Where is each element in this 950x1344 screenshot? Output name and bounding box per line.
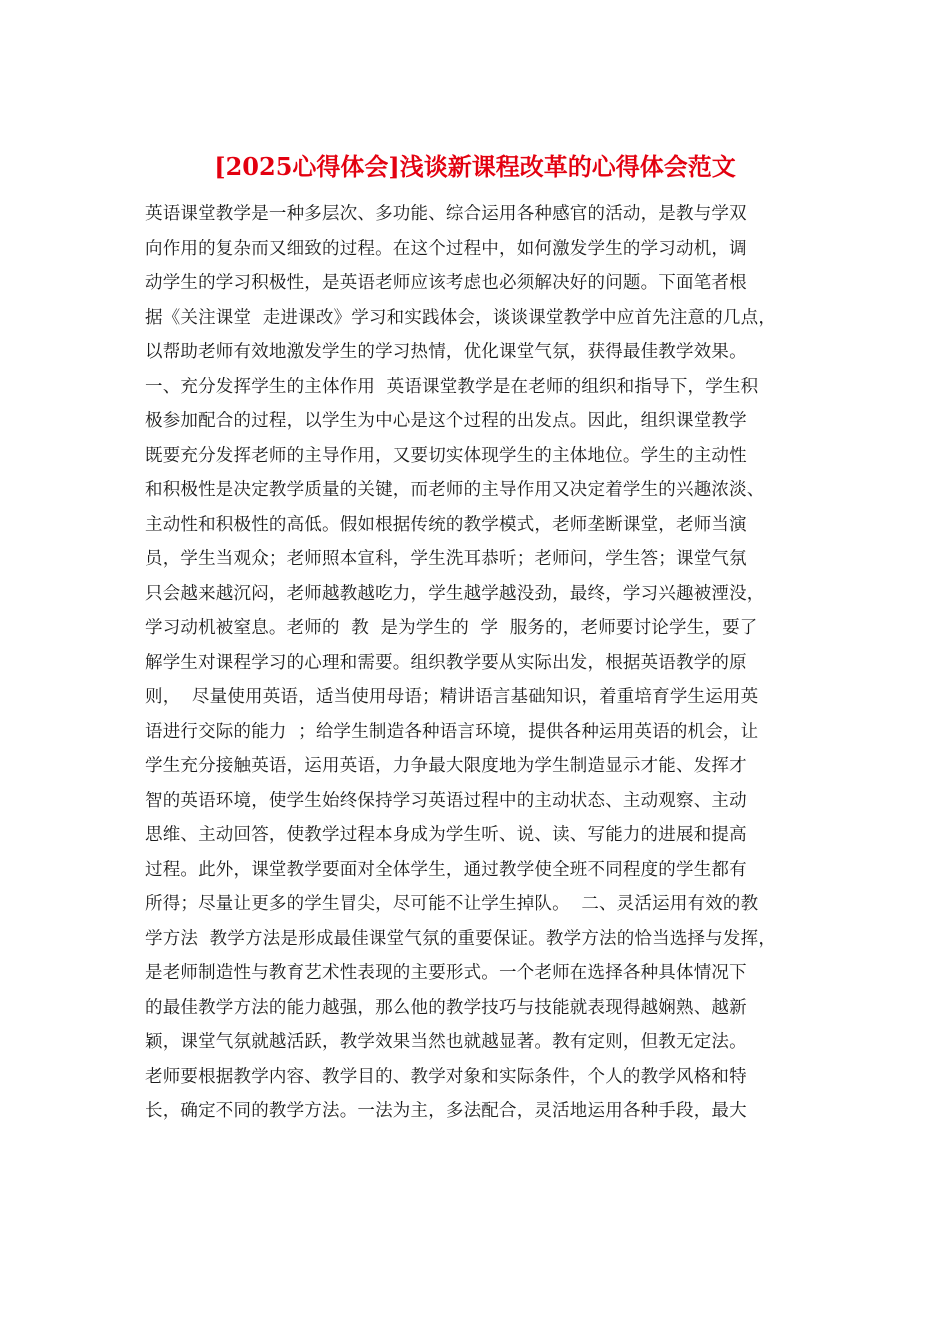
body-line: 以帮助老师有效地激发学生的学习热情，优化课堂气氛，获得最佳教学效果。 [145, 342, 747, 362]
body-line: 学生充分接触英语，运用英语，力争最大限度地为学生制造显示才能、发挥才 [145, 756, 747, 776]
body-line: 则， 尽量使用英语，适当使用母语；精讲语言基础知识，着重培育学生运用英 [145, 687, 759, 707]
body-line: 思维、主动回答，使教学过程本身成为学生听、说、读、写能力的进展和提高 [145, 825, 747, 845]
body-line: 的最佳教学方法的能力越强，那么他的教学技巧与技能就表现得越娴熟、越新 [145, 997, 747, 1018]
body-line: 颖，课堂气氛就越活跃，教学效果当然也就越显著。教有定则，但教无定法。 [145, 1032, 747, 1052]
body-line: 和积极性是决定教学质量的关键，而老师的主导作用又决定着学生的兴趣浓淡、 [145, 480, 765, 500]
body-line: 一、充分发挥学生的主体作用 英语课堂教学是在老师的组织和指导下，学生积 [145, 376, 759, 397]
body-line: 学方法 教学方法是形成最佳课堂气氛的重要保证。教学方法的恰当选择与发挥， [145, 928, 777, 949]
body-line: 长，确定不同的教学方法。一法为主，多法配合，灵活地运用各种手段，最大 [145, 1101, 747, 1121]
body-line: 只会越来越沉闷，老师越教越吃力，学生越学越没劲，最终，学习兴趣被湮没， [145, 583, 765, 604]
body-line: 动学生的学习积极性，是英语老师应该考虑也必须解决好的问题。下面笔者根 [145, 273, 747, 293]
body-line: 主动性和积极性的高低。假如根据传统的教学模式，老师垄断课堂，老师当演 [145, 514, 747, 535]
body-line: 解学生对课程学习的心理和需要。组织教学要从实际出发，根据英语教学的原 [145, 652, 747, 673]
body-line: 既要充分发挥老师的主导作用，又要切实体现学生的主体地位。学生的主动性 [145, 445, 747, 466]
body-line: 过程。此外，课堂教学要面对全体学生，通过教学使全班不同程度的学生都有 [145, 859, 747, 880]
body-line: 员，学生当观众；老师照本宣科，学生洗耳恭听；老师问，学生答；课堂气氛 [145, 549, 747, 569]
body-line: 极参加配合的过程，以学生为中心是这个过程的出发点。因此，组织课堂教学 [145, 411, 747, 431]
body-line: 向作用的复杂而又细致的过程。在这个过程中，如何激发学生的学习动机，调 [145, 238, 747, 259]
body-line: 是老师制造性与教育艺术性表现的主要形式。一个老师在选择各种具体情况下 [145, 963, 747, 983]
body-line: 语进行交际的能力 ；给学生制造各种语言环境，提供各种运用英语的机会，让 [145, 721, 759, 742]
document-body [145, 197, 815, 1129]
body-line: 学习动机被窒息。老师的 教 是为学生的 学 服务的，老师要讨论学生，要了 [145, 618, 758, 638]
body-line: 所得；尽量让更多的学生冒尖，尽可能不让学生掉队。 二、灵活运用有效的教 [145, 894, 759, 914]
document-title: [2025心得体会]浅谈新课程改革的心得体会范文 [214, 152, 736, 181]
body-line: 英语课堂教学是一种多层次、多功能、综合运用各种感官的活动，是教与学双 [145, 204, 747, 224]
body-line: 智的英语环境，使学生始终保持学习英语过程中的主动状态、主动观察、主动 [145, 790, 747, 811]
body-line: 老师要根据教学内容、教学目的、教学对象和实际条件，个人的教学风格和特 [145, 1066, 747, 1087]
body-line: 据《关注课堂 走进课改》学习和实践体会，谈谈课堂教学中应首先注意的几点， [145, 307, 777, 328]
